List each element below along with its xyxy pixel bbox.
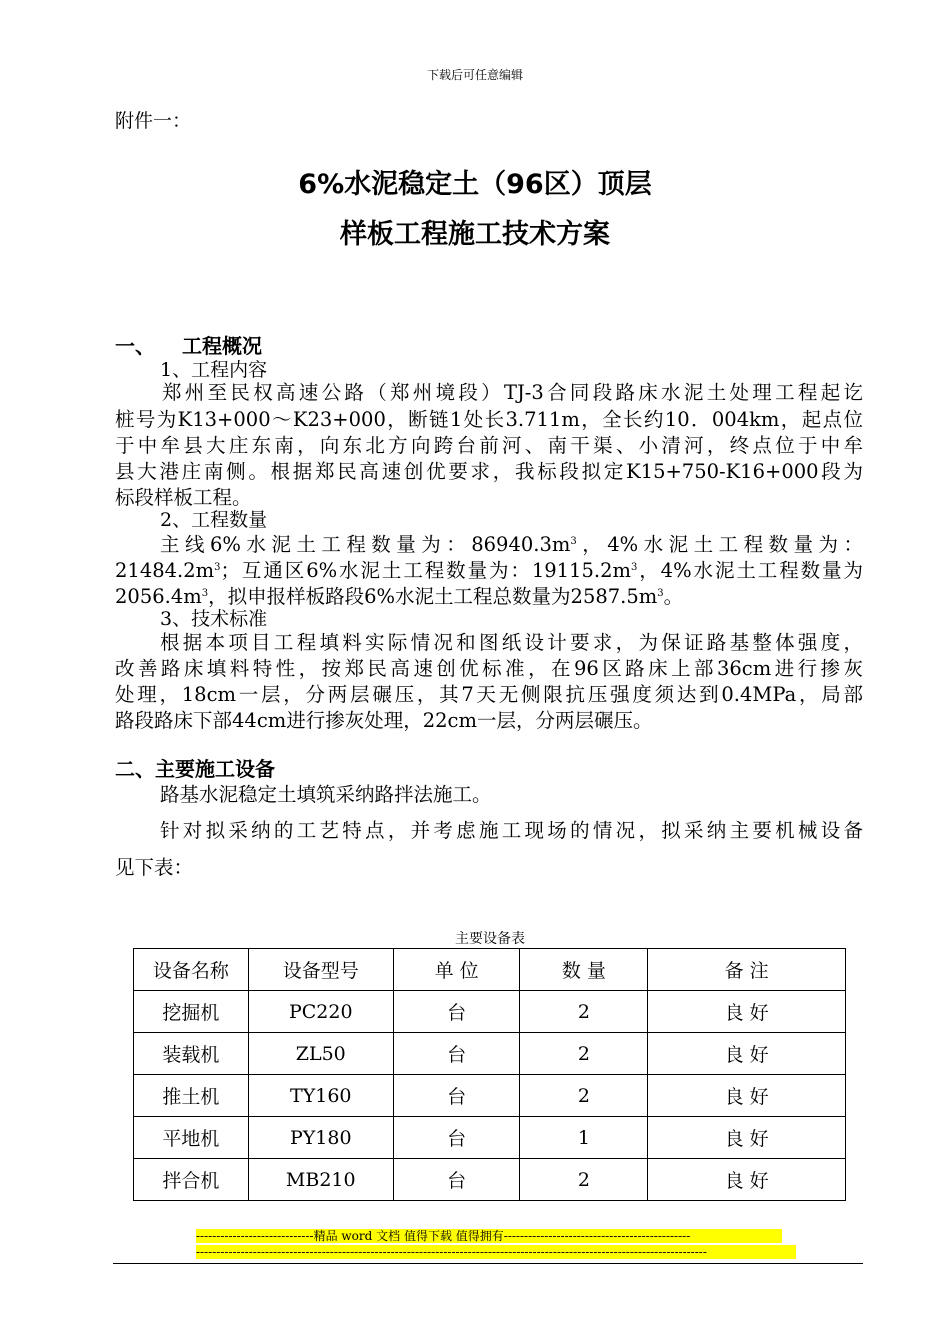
table-header-cell: 设备名称 <box>134 949 249 991</box>
table-cell: 良 好 <box>648 1117 846 1159</box>
table-cell: 2 <box>520 1075 648 1117</box>
section2-paragraph-1: 路基水泥稳定土填筑采纳路拌法施工。 <box>160 783 492 806</box>
table-cell: 台 <box>393 1075 520 1117</box>
document-title-line2: 样板工程施工技术方案 <box>340 219 610 250</box>
table-header-cell: 备 注 <box>648 949 846 991</box>
table-cell: 台 <box>393 1033 520 1075</box>
table-cell: 良 好 <box>648 991 846 1033</box>
page-header-note: 下载后可任意编辑 <box>426 68 523 82</box>
footer-banner-line2: ------------------------------------------------------------------------------------------------------------------------------ <box>196 1245 796 1259</box>
section2-paragraph-2-line1: 针对拟采纳的工艺特点，并考虑施工现场的情况，拟采纳主要机械设备 <box>160 819 863 842</box>
paragraph-line: 郑州至民权高速公路（郑州境段）TJ-3合同段路床水泥土处理工程起讫 <box>162 381 863 404</box>
table-cell: 2 <box>520 1159 648 1201</box>
table-cell: 台 <box>393 1117 520 1159</box>
paragraph-line: $2056.4m^3$，拟申报样板路段6%水泥土工程总数量为$2587.5m^3$。 <box>115 585 684 608</box>
table-row <box>134 1075 846 1117</box>
paragraph-line: 于中牟县大庄东南，向东北方向跨台前河、南干渠、小清河，终点位于中牟 <box>115 434 863 457</box>
section1-heading: 工程概况 <box>182 334 262 358</box>
section1-subheading-2: 2、工程数量 <box>160 509 268 531</box>
table-cell: 良 好 <box>648 1075 846 1117</box>
section2-paragraph-2-line2: 见下表： <box>115 856 194 879</box>
table-cell: PY180 <box>248 1117 393 1159</box>
table-cell: 良 好 <box>648 1033 846 1075</box>
table-caption: 主要设备表 <box>455 931 525 947</box>
table-row <box>134 1159 846 1201</box>
paragraph-line: 标段样板工程。 <box>115 486 252 509</box>
paragraph-line: 处理，18cm一层，分两层碾压，其7天无侧限抗压强度须达到0.4MPa，局部 <box>115 683 863 706</box>
table-cell: ZL50 <box>248 1033 393 1075</box>
table-cell: 挖掘机 <box>134 991 249 1033</box>
table-cell: 2 <box>520 1033 648 1075</box>
document-title-line1: 6%水泥稳定土（96区）顶层 <box>298 169 652 200</box>
attachment-label: 附件一： <box>115 110 192 132</box>
section1-number: 一、 <box>115 334 155 358</box>
table-row <box>134 991 846 1033</box>
table-cell: 1 <box>520 1117 648 1159</box>
paragraph-line: $21484.2m^3$；互通区6%水泥土工程数量为：$19115.2m^3$，4%水泥土工程数量为 <box>115 559 863 582</box>
section1-subheading-3: 3、技术标准 <box>160 608 268 630</box>
table-header-row <box>134 949 846 991</box>
table-cell: PC220 <box>248 991 393 1033</box>
table-row <box>134 1117 846 1159</box>
table-cell: 良 好 <box>648 1159 846 1201</box>
table-header-cell: 数 量 <box>520 949 648 991</box>
table-header-cell: 单 位 <box>393 949 520 991</box>
section2-heading: 二、主要施工设备 <box>115 757 275 781</box>
paragraph-line: 县大港庄南侧。根据郑民高速创优要求，我标段拟定K15+750-K16+000段为 <box>115 460 863 483</box>
footer-divider <box>113 1263 863 1264</box>
equipment-table <box>133 948 846 1201</box>
table-cell: 台 <box>393 1159 520 1201</box>
table-row <box>134 1033 846 1075</box>
paragraph-line: 根据本项目工程填料实际情况和图纸设计要求，为保证路基整体强度， <box>160 631 863 654</box>
paragraph-line: 主线6%水泥土工程数量为：$86940.3m^3$，4%水泥土工程数量为： <box>160 533 863 556</box>
paragraph-line: 路段路床下部44cm进行掺灰处理，22cm一层，分两层碾压。 <box>115 709 653 732</box>
paragraph-line: 桩号为K13+000～K23+000，断链1处长3.711m，全长约10．004km，起点位 <box>115 408 863 431</box>
table-cell: 平地机 <box>134 1117 249 1159</box>
section1-subheading-1: 1、工程内容 <box>160 359 268 381</box>
paragraph-line: 改善路床填料特性，按郑民高速创优标准，在96区路床上部36cm进行掺灰 <box>115 657 863 680</box>
table-cell: 装载机 <box>134 1033 249 1075</box>
table-cell: 推土机 <box>134 1075 249 1117</box>
table-cell: 2 <box>520 991 648 1033</box>
table-cell: 拌合机 <box>134 1159 249 1201</box>
table-cell: MB210 <box>248 1159 393 1201</box>
table-header-cell: 设备型号 <box>248 949 393 991</box>
footer-banner-line1: -----------------------------精品 word 文档 值得下载 值得拥有---------------------------------------------- <box>196 1229 782 1243</box>
table-cell: TY160 <box>248 1075 393 1117</box>
table-cell: 台 <box>393 991 520 1033</box>
